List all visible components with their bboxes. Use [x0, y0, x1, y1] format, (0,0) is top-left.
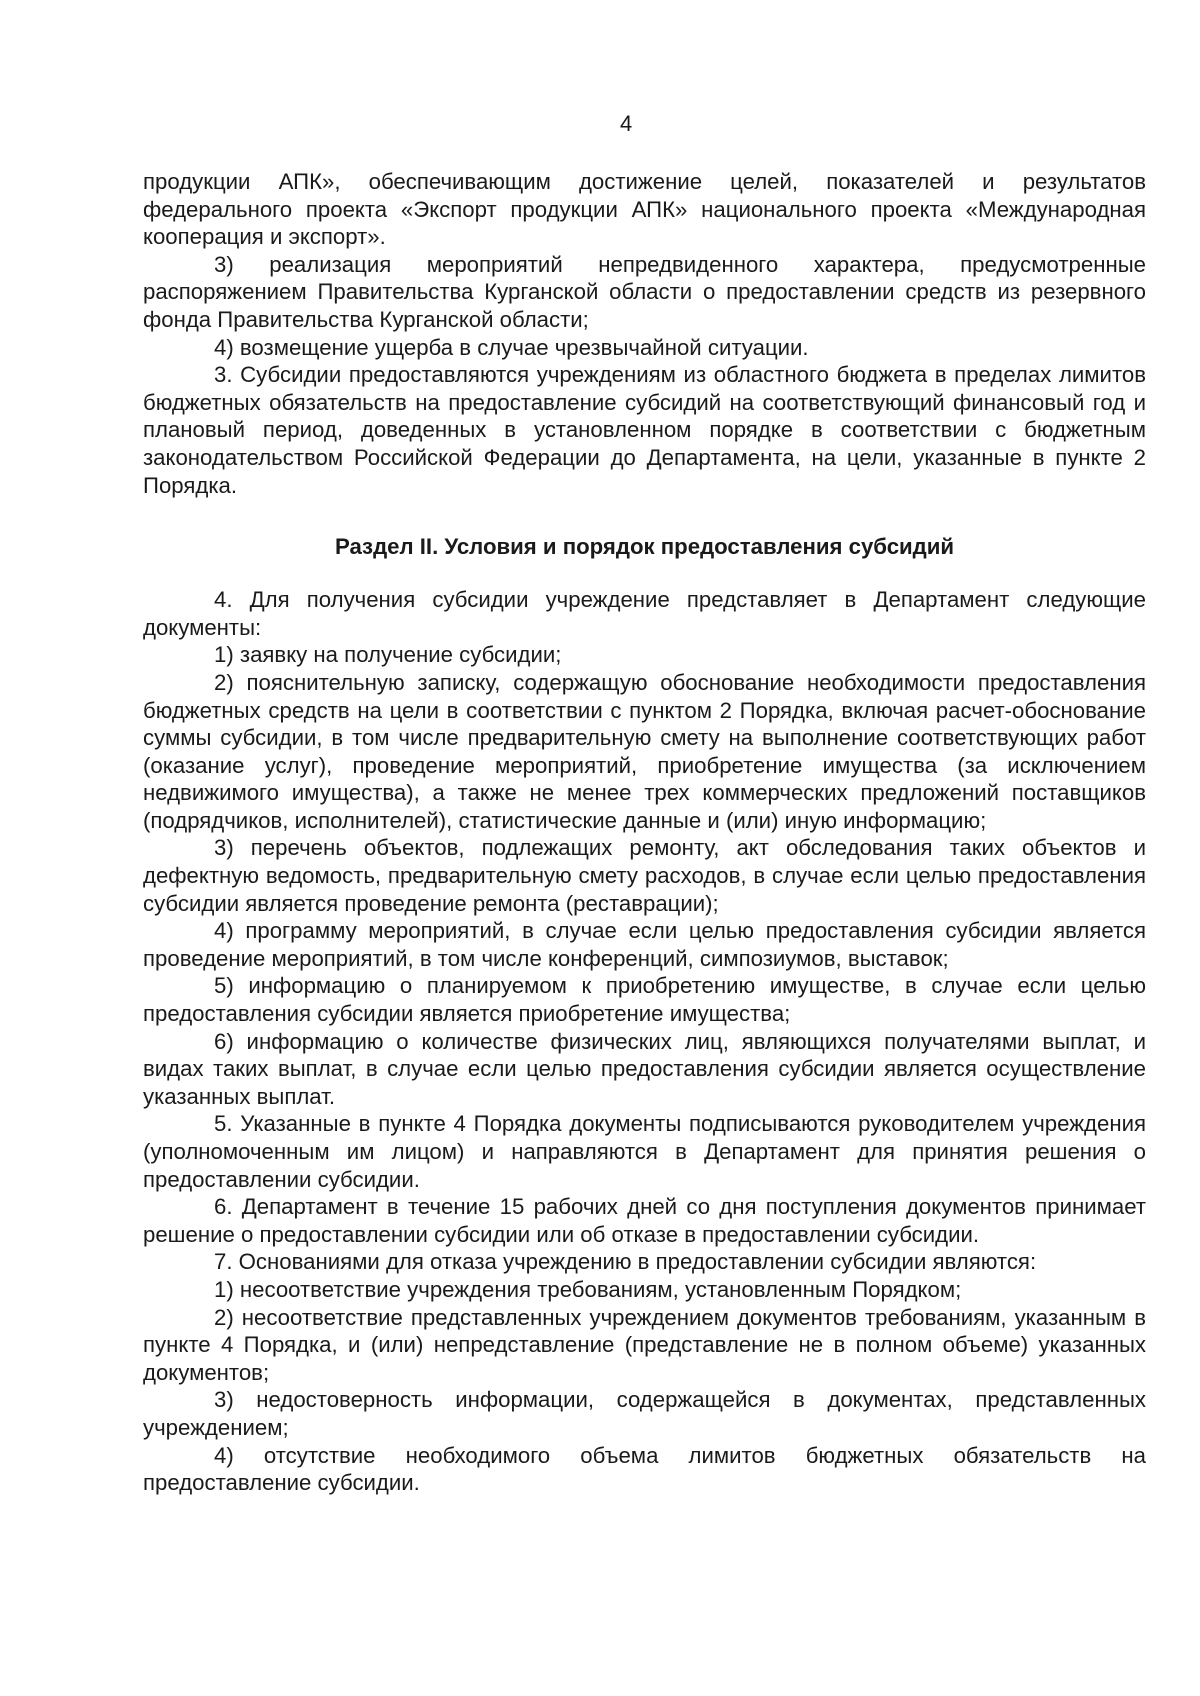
paragraph: 5. Указанные в пункте 4 Порядка документы подписываются руководителем учреждения (уполномоченным им лицом) и направляются в Департамент для принятия решения о предоставлении субсидии. [143, 1111, 1146, 1192]
paragraph: 1) заявку на получение субсидии; [214, 642, 562, 668]
paragraph: 6) информацию о количестве физических лиц, являющихся получателями выплат, и видах таких выплат, в случае если целью предоставления субсидии является осуществление указанных выплат. [143, 1028, 1146, 1109]
paragraph: 7. Основаниями для отказа учреждению в предоставлении субсидии являются: [214, 1249, 1037, 1275]
document-body [143, 168, 1146, 1497]
paragraph: 4) отсутствие необходимого объема лимитов бюджетных обязательств на предоставление субсидии. [143, 1442, 1146, 1496]
paragraph: 4) возмещение ущерба в случае чрезвычайной ситуации. [214, 334, 809, 360]
paragraph: 3) перечень объектов, подлежащих ремонту, акт обследования таких объектов и дефектную ведомость, предварительную смету расходов, в случае если целью предоставления субсидии является проведение ремонта (реставрации); [143, 835, 1146, 916]
paragraph: 4. Для получения субсидии учреждение представляет в Департамент следующие документы: [143, 587, 1146, 640]
paragraph-continuation: продукции АПК», обеспечивающим достижение целей, показателей и результатов федерального проекта «Экспорт продукции АПК» национального проекта «Международная кооперация и экспорт». [143, 169, 1146, 250]
paragraph: 4) программу мероприятий, в случае если целью предоставления субсидии является проведение мероприятий, в том числе конференций, симпозиумов, выставок; [143, 918, 1146, 971]
paragraph: 6. Департамент в течение 15 рабочих дней со дня поступления документов принимает решение о предоставлении субсидии или об отказе в предоставлении субсидии. [143, 1194, 1146, 1247]
paragraph: 3) реализация мероприятий непредвиденного характера, предусмотренные распоряжением Правительства Курганской области о предоставлении средств из резервного фонда Правительства Курганской области; [143, 251, 1146, 332]
section-title: Раздел II. Условия и порядок предоставления субсидий [334, 534, 955, 560]
page-number: 4 [620, 111, 633, 136]
paragraph: 3) недостоверность информации, содержащейся в документах, представленных учреждением; [143, 1387, 1146, 1440]
paragraph: 5) информацию о планируемом к приобретению имуществе, в случае если целью предоставления субсидии является приобретение имущества; [143, 973, 1146, 1027]
paragraph: 3. Субсидии предоставляются учреждениям из областного бюджета в пределах лимитов бюджетных обязательств на предоставление субсидий на соответствующий финансовый год и плановый период, доведенных в установленном порядке в соответствии с бюджетным законодательством Российской Федерации до Департамента, на цели, указанные в пункте 2 Порядка. [143, 362, 1146, 498]
paragraph: 2) несоответствие представленных учреждением документов требованиям, указанным в пункте 4 Порядка, и (или) непредставление (представление не в полном объеме) указанных документов; [143, 1304, 1146, 1385]
paragraph: 1) несоответствие учреждения требованиям, установленным Порядком; [214, 1276, 962, 1302]
paragraph: 2) пояснительную записку, содержащую обоснование необходимости предоставления бюджетных средств на цели в соответствии с пунктом 2 Порядка, включая расчет-обоснование суммы субсидии, в том числе предварительную смету на выполнение соответствующих работ (оказание услуг), проведение мероприятий, приобретение имущества (за исключением недвижимого имущества), а также не менее трех коммерческих предложений поставщиков (подрядчиков, исполнителей), статистические данные и (или) иную информацию; [143, 669, 1146, 833]
